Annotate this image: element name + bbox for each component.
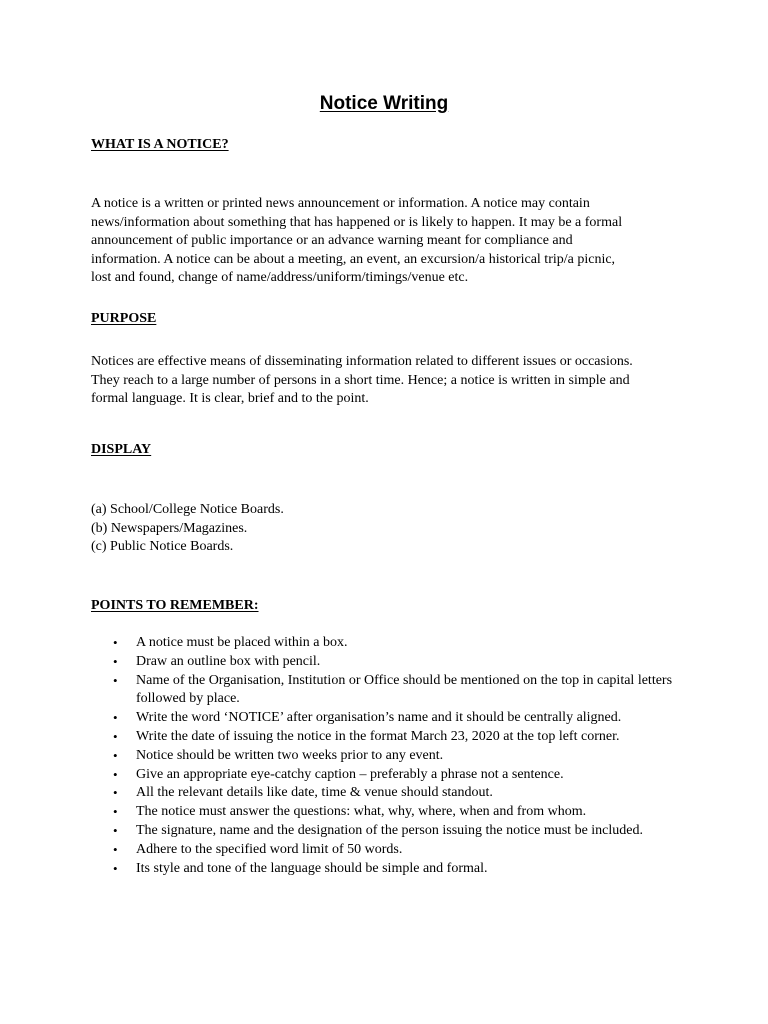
list-item-text: Give an appropriate eye-catchy caption – preferably a phrase not a sentence. — [136, 766, 564, 782]
list-item — [113, 860, 713, 879]
bullet-icon: • — [113, 785, 118, 801]
list-item-text: Name of the Organisation, Institution or Office should be mentioned on the top in capital letters followed by place. — [136, 672, 673, 707]
bullet-icon: • — [113, 860, 118, 876]
list-item — [113, 822, 713, 841]
list-item-text: A notice must be placed within a box. — [136, 635, 348, 650]
list-item — [113, 672, 684, 710]
list-item — [113, 784, 713, 803]
document-title-text: Notice Writing — [319, 93, 449, 114]
list-item-text: Write the word ‘NOTICE’ after organisation’s name and it should be centrally aligned. — [136, 710, 622, 726]
list-item-text: Notice should be written two weeks prior to any event. — [136, 747, 444, 763]
paragraph-line: formal language. It is clear, brief and to the point. — [91, 391, 369, 407]
bullet-icon: • — [113, 804, 118, 820]
list-item — [113, 803, 713, 822]
paragraph-line: A notice is a written or printed news announcement or information. A notice may contain — [91, 196, 590, 211]
list-item-text: All the relevant details like date, time & venue should standout. — [136, 785, 493, 801]
bullet-icon: • — [113, 653, 118, 669]
list-item-text: The notice must answer the questions: what, why, where, when and from whom. — [136, 804, 587, 820]
list-item-text: The signature, name and the designation of the person issuing the notice must be included. — [136, 822, 643, 838]
heading-display: DISPLAY — [91, 442, 152, 457]
list-item — [113, 766, 713, 785]
paragraph-line: lost and found, change of name/address/uniform/timings/venue etc. — [91, 270, 469, 286]
bullet-icon: • — [113, 635, 118, 650]
display-list — [91, 501, 284, 557]
list-item-text: Its style and tone of the language should be simple and formal. — [136, 860, 488, 876]
bullet-icon: • — [113, 672, 118, 688]
paragraph-purpose — [91, 353, 691, 409]
heading-points-to-remember: POINTS TO REMEMBER: — [91, 598, 259, 613]
points-list — [113, 634, 713, 878]
paragraph-line: announcement of public importance or an advance warning meant for compliance and — [91, 233, 573, 249]
list-item-text: Write the date of issuing the notice in the format March 23, 2020 at the top left corner. — [136, 728, 620, 744]
list-item — [113, 709, 713, 728]
list-item — [113, 728, 713, 747]
list-item-text: Draw an outline box with pencil. — [136, 653, 321, 669]
bullet-icon: • — [113, 841, 118, 857]
heading-purpose: PURPOSE — [91, 311, 157, 326]
list-item — [113, 634, 713, 653]
paragraph-what-is-a-notice — [91, 195, 691, 288]
paragraph-line: news/information about something that has happened or is likely to happen. It may be a formal — [91, 214, 623, 230]
display-item: (c) Public Notice Boards. — [91, 539, 234, 555]
list-item-text: Adhere to the specified word limit of 50 words. — [136, 841, 403, 857]
list-item — [113, 747, 713, 766]
bullet-icon: • — [113, 728, 118, 744]
display-item: (b) Newspapers/Magazines. — [91, 520, 248, 536]
list-item — [113, 841, 713, 860]
paragraph-line: Notices are effective means of disseminating information related to different issues or occasions. — [91, 354, 633, 369]
list-item — [113, 653, 713, 672]
bullet-icon: • — [113, 766, 118, 782]
heading-what-is-a-notice: WHAT IS A NOTICE? — [91, 137, 229, 152]
bullet-icon: • — [113, 822, 118, 838]
paragraph-line: information. A notice can be about a meeting, an event, an excursion/a historical trip/a picnic, — [91, 251, 616, 267]
paragraph-line: They reach to a large number of persons in a short time. Hence; a notice is written in simple and — [91, 372, 630, 388]
bullet-icon: • — [113, 747, 118, 763]
bullet-icon: • — [113, 710, 118, 726]
document-title — [0, 92, 768, 116]
display-item: (a) School/College Notice Boards. — [91, 502, 284, 517]
